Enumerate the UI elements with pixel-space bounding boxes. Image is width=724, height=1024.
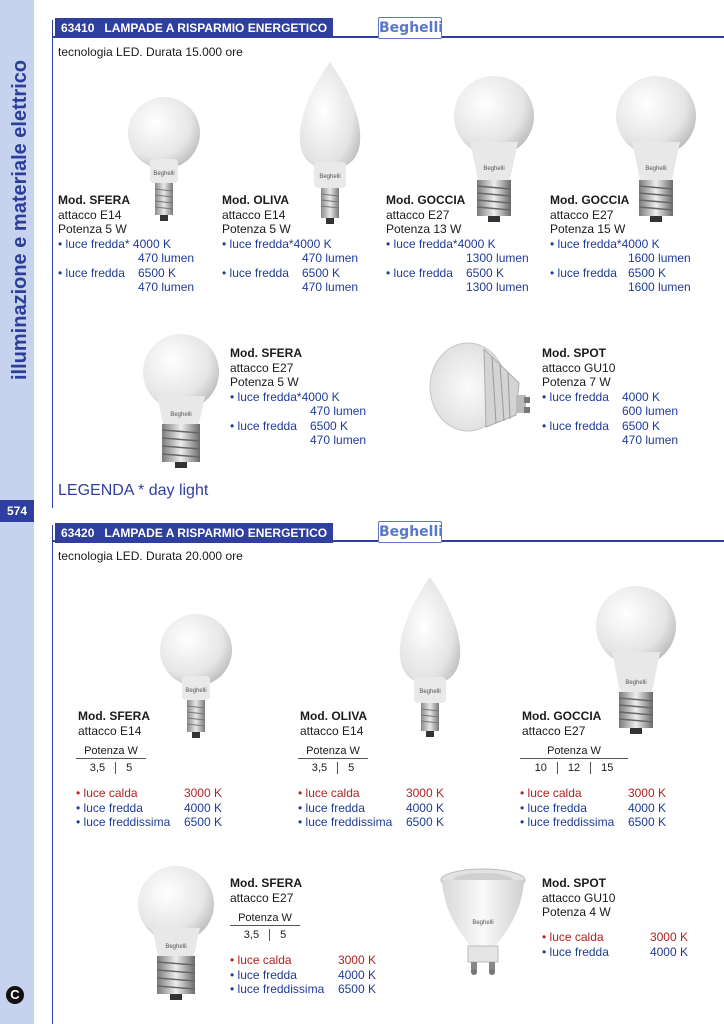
kelvin: 4000 K xyxy=(337,967,376,982)
kelvin: 3000 K xyxy=(337,953,376,967)
s2-goccia-e27-power-table xyxy=(520,745,628,774)
potenza: Potenza 15 W xyxy=(550,222,626,236)
attacco: attacco E27 xyxy=(230,890,294,905)
light-label: • luce freddissima xyxy=(230,982,325,996)
potenza: Potenza 4 W xyxy=(542,905,611,919)
kelvin: 6500 K xyxy=(302,265,341,280)
light-label: • luce fredda* xyxy=(550,236,622,251)
sidebar-title: illuminazione e materiale elettrico xyxy=(9,59,31,380)
bulb-oliva-e14-led-image xyxy=(390,575,470,740)
watt-value: 5 xyxy=(115,762,142,774)
s2-product-spot-gu10 xyxy=(542,876,615,920)
kelvin: 6500 K xyxy=(405,815,444,829)
light-label: • luce fredda xyxy=(58,265,125,280)
section2-logo: Beghelli xyxy=(378,521,442,543)
model-name: Mod. SPOT xyxy=(542,346,606,360)
light-label: • luce calda xyxy=(542,930,604,944)
light-label: • luce calda xyxy=(230,953,292,967)
light-label: • luce fredda xyxy=(298,800,365,815)
s2-sfera-e14-light-list xyxy=(76,786,222,830)
kelvin: 4000 K xyxy=(132,236,171,251)
kelvin: 4000 K xyxy=(622,389,661,404)
light-label: • luce calda xyxy=(298,786,360,800)
kelvin: 4000 K xyxy=(183,800,222,815)
attacco: attacco E14 xyxy=(222,207,286,222)
model-name: Mod. SFERA xyxy=(58,193,130,207)
svg-text:Beghelli: Beghelli xyxy=(170,412,192,418)
kelvin: 6500 K xyxy=(138,265,177,280)
svg-text:Beghelli: Beghelli xyxy=(165,944,187,950)
light-label: • luce fredda* xyxy=(222,236,294,251)
lumen: 1300 lumen xyxy=(466,280,529,294)
light-label: • luce freddissima xyxy=(298,815,393,829)
s2-oliva-e14-light-list xyxy=(298,786,444,830)
lumen: 470 lumen xyxy=(310,404,367,418)
attacco: attacco E27 xyxy=(230,360,294,375)
lumen: 1300 lumen xyxy=(466,251,529,265)
kelvin: 6500 K xyxy=(310,418,349,433)
attacco: attacco E14 xyxy=(300,723,364,738)
svg-text:Beghelli: Beghelli xyxy=(483,166,505,172)
section1-subtitle: tecnologia LED. Durata 15.000 ore xyxy=(58,45,243,59)
s2-spot-gu10-light-list xyxy=(542,930,688,959)
s2-product-sfera-e14 xyxy=(78,709,150,738)
section1-logo: Beghelli xyxy=(378,17,442,39)
bulb-sfera-e27-image xyxy=(135,330,227,475)
attacco: attacco GU10 xyxy=(542,360,616,375)
section2-header xyxy=(55,523,333,543)
section1-left-rule xyxy=(52,20,53,508)
kelvin: 6500 K xyxy=(622,418,661,433)
watt-value: 10 xyxy=(534,762,547,774)
lumen: 470 lumen xyxy=(310,433,367,447)
light-label: • luce fredda* xyxy=(230,389,302,404)
kelvin: 6500 K xyxy=(337,982,376,996)
light-label: • luce fredda xyxy=(542,944,609,959)
s1-product-goccia-15w xyxy=(550,193,700,295)
section1-title: LAMPADE A RISPARMIO ENERGETICO xyxy=(104,21,328,35)
section2-title: LAMPADE A RISPARMIO ENERGETICO xyxy=(104,526,328,540)
kelvin: 3000 K xyxy=(183,786,222,800)
s1-product-goccia-13w xyxy=(386,193,536,295)
s2-product-sfera-e27 xyxy=(230,876,302,905)
attacco: attacco GU10 xyxy=(542,890,616,905)
watt-value: 12 xyxy=(557,762,590,774)
potenza-header: Potenza W xyxy=(230,912,300,926)
lumen: 600 lumen xyxy=(622,404,679,418)
light-label: • luce fredda* xyxy=(386,236,458,251)
potenza: Potenza 5 W xyxy=(58,222,127,236)
model-name: Mod. GOCCIA xyxy=(522,709,602,723)
lumen: 470 lumen xyxy=(302,280,359,294)
section2-code: 63420 xyxy=(61,526,95,540)
potenza: Potenza 5 W xyxy=(230,375,299,389)
model-name: Mod. GOCCIA xyxy=(386,193,466,207)
potenza: Potenza 7 W xyxy=(542,375,611,389)
s2-oliva-e14-power-table xyxy=(298,745,368,774)
light-label: • luce fredda xyxy=(542,418,609,433)
model-name: Mod. OLIVA xyxy=(300,709,368,723)
potenza-header: Potenza W xyxy=(76,745,146,759)
bulb-sfera-e14-led-image xyxy=(150,608,242,748)
svg-text:Beghelli: Beghelli xyxy=(645,166,667,172)
watt-value: 5 xyxy=(337,762,364,774)
svg-text:Beghelli: Beghelli xyxy=(419,689,441,695)
attacco: attacco E14 xyxy=(58,207,122,222)
section2-left-rule xyxy=(52,525,53,1024)
kelvin: 4000 K xyxy=(405,800,444,815)
watt-value: 3,5 xyxy=(89,762,106,774)
model-name: Mod. SFERA xyxy=(78,709,150,723)
attacco: attacco E27 xyxy=(522,723,586,738)
light-label: • luce fredda xyxy=(550,265,617,280)
section2-subtitle: tecnologia LED. Durata 20.000 ore xyxy=(58,549,243,563)
svg-text:Beghelli: Beghelli xyxy=(153,171,175,177)
section1-code: 63410 xyxy=(61,21,95,35)
kelvin: 6500 K xyxy=(466,265,505,280)
potenza-header: Potenza W xyxy=(298,745,368,759)
svg-text:Beghelli: Beghelli xyxy=(319,174,341,180)
light-label: • luce calda xyxy=(76,786,138,800)
s2-sfera-e14-power-table xyxy=(76,745,146,774)
light-label: • luce freddissima xyxy=(76,815,171,829)
lumen: 470 lumen xyxy=(302,251,359,265)
svg-text:Beghelli: Beghelli xyxy=(472,920,494,926)
s2-sfera-e27-light-list xyxy=(230,953,376,997)
light-label: • luce fredda xyxy=(230,418,297,433)
lumen: 1600 lumen xyxy=(628,251,691,265)
kelvin: 4000 K xyxy=(649,944,688,959)
lumen: 1600 lumen xyxy=(628,280,691,294)
lumen: 470 lumen xyxy=(622,433,679,447)
s2-sfera-e27-power-table xyxy=(230,912,300,941)
kelvin: 6500 K xyxy=(183,815,222,829)
light-label: • luce fredda xyxy=(520,800,587,815)
attacco: attacco E14 xyxy=(78,723,142,738)
attacco: attacco E27 xyxy=(550,207,614,222)
kelvin: 3000 K xyxy=(649,930,688,944)
legend-text: LEGENDA * day light xyxy=(58,482,209,499)
bulb-goccia-e27-led-image xyxy=(590,582,682,742)
model-name: Mod. SFERA xyxy=(230,876,302,890)
watt-value: 5 xyxy=(269,929,296,941)
s2-product-oliva-e14 xyxy=(300,709,367,738)
light-label: • luce fredda* xyxy=(58,236,130,251)
s2-goccia-e27-light-list xyxy=(520,786,666,830)
potenza: Potenza 5 W xyxy=(222,222,291,236)
s1-product-spot-gu10 xyxy=(542,346,692,448)
lumen: 470 lumen xyxy=(138,251,195,265)
lumen: 470 lumen xyxy=(138,280,195,294)
light-label: • luce freddissima xyxy=(520,815,615,829)
light-label: • luce fredda xyxy=(76,800,143,815)
light-label: • luce fredda xyxy=(222,265,289,280)
svg-text:Beghelli: Beghelli xyxy=(625,680,647,686)
potenza: Potenza 13 W xyxy=(386,222,462,236)
potenza-header: Potenza W xyxy=(520,745,628,759)
light-label: • luce fredda xyxy=(542,389,609,404)
s2-product-goccia-e27 xyxy=(522,709,601,738)
attacco: attacco E27 xyxy=(386,207,450,222)
watt-value: 3,5 xyxy=(311,762,328,774)
kelvin: 4000 K xyxy=(301,389,340,404)
model-name: Mod. GOCCIA xyxy=(550,193,630,207)
kelvin: 6500 K xyxy=(628,265,667,280)
kelvin: 3000 K xyxy=(405,786,444,800)
kelvin: 3000 K xyxy=(627,786,666,800)
copyright-icon: C xyxy=(6,986,24,1004)
svg-text:Beghelli: Beghelli xyxy=(185,688,207,694)
model-name: Mod. SFERA xyxy=(230,346,302,360)
bulb-sfera-e27-led-image xyxy=(130,862,222,1007)
kelvin: 4000 K xyxy=(621,236,660,251)
watt-value: 3,5 xyxy=(243,929,260,941)
model-name: Mod. SPOT xyxy=(542,876,606,890)
s1-product-sfera-e14 xyxy=(58,193,208,295)
light-label: • luce fredda xyxy=(230,967,297,982)
kelvin: 4000 K xyxy=(457,236,496,251)
kelvin: 4000 K xyxy=(293,236,332,251)
bulb-spot-gu10-7w-image xyxy=(424,335,534,445)
kelvin: 4000 K xyxy=(627,800,666,815)
watt-value: 15 xyxy=(590,762,623,774)
s1-product-oliva-e14 xyxy=(222,193,372,295)
light-label: • luce fredda xyxy=(386,265,453,280)
section1-header xyxy=(55,18,333,38)
bulb-spot-gu10-4w-image xyxy=(438,866,528,981)
page-number: 574 xyxy=(0,500,34,522)
light-label: • luce calda xyxy=(520,786,582,800)
model-name: Mod. OLIVA xyxy=(222,193,290,207)
kelvin: 6500 K xyxy=(627,815,666,829)
s1-product-sfera-e27 xyxy=(230,346,380,448)
